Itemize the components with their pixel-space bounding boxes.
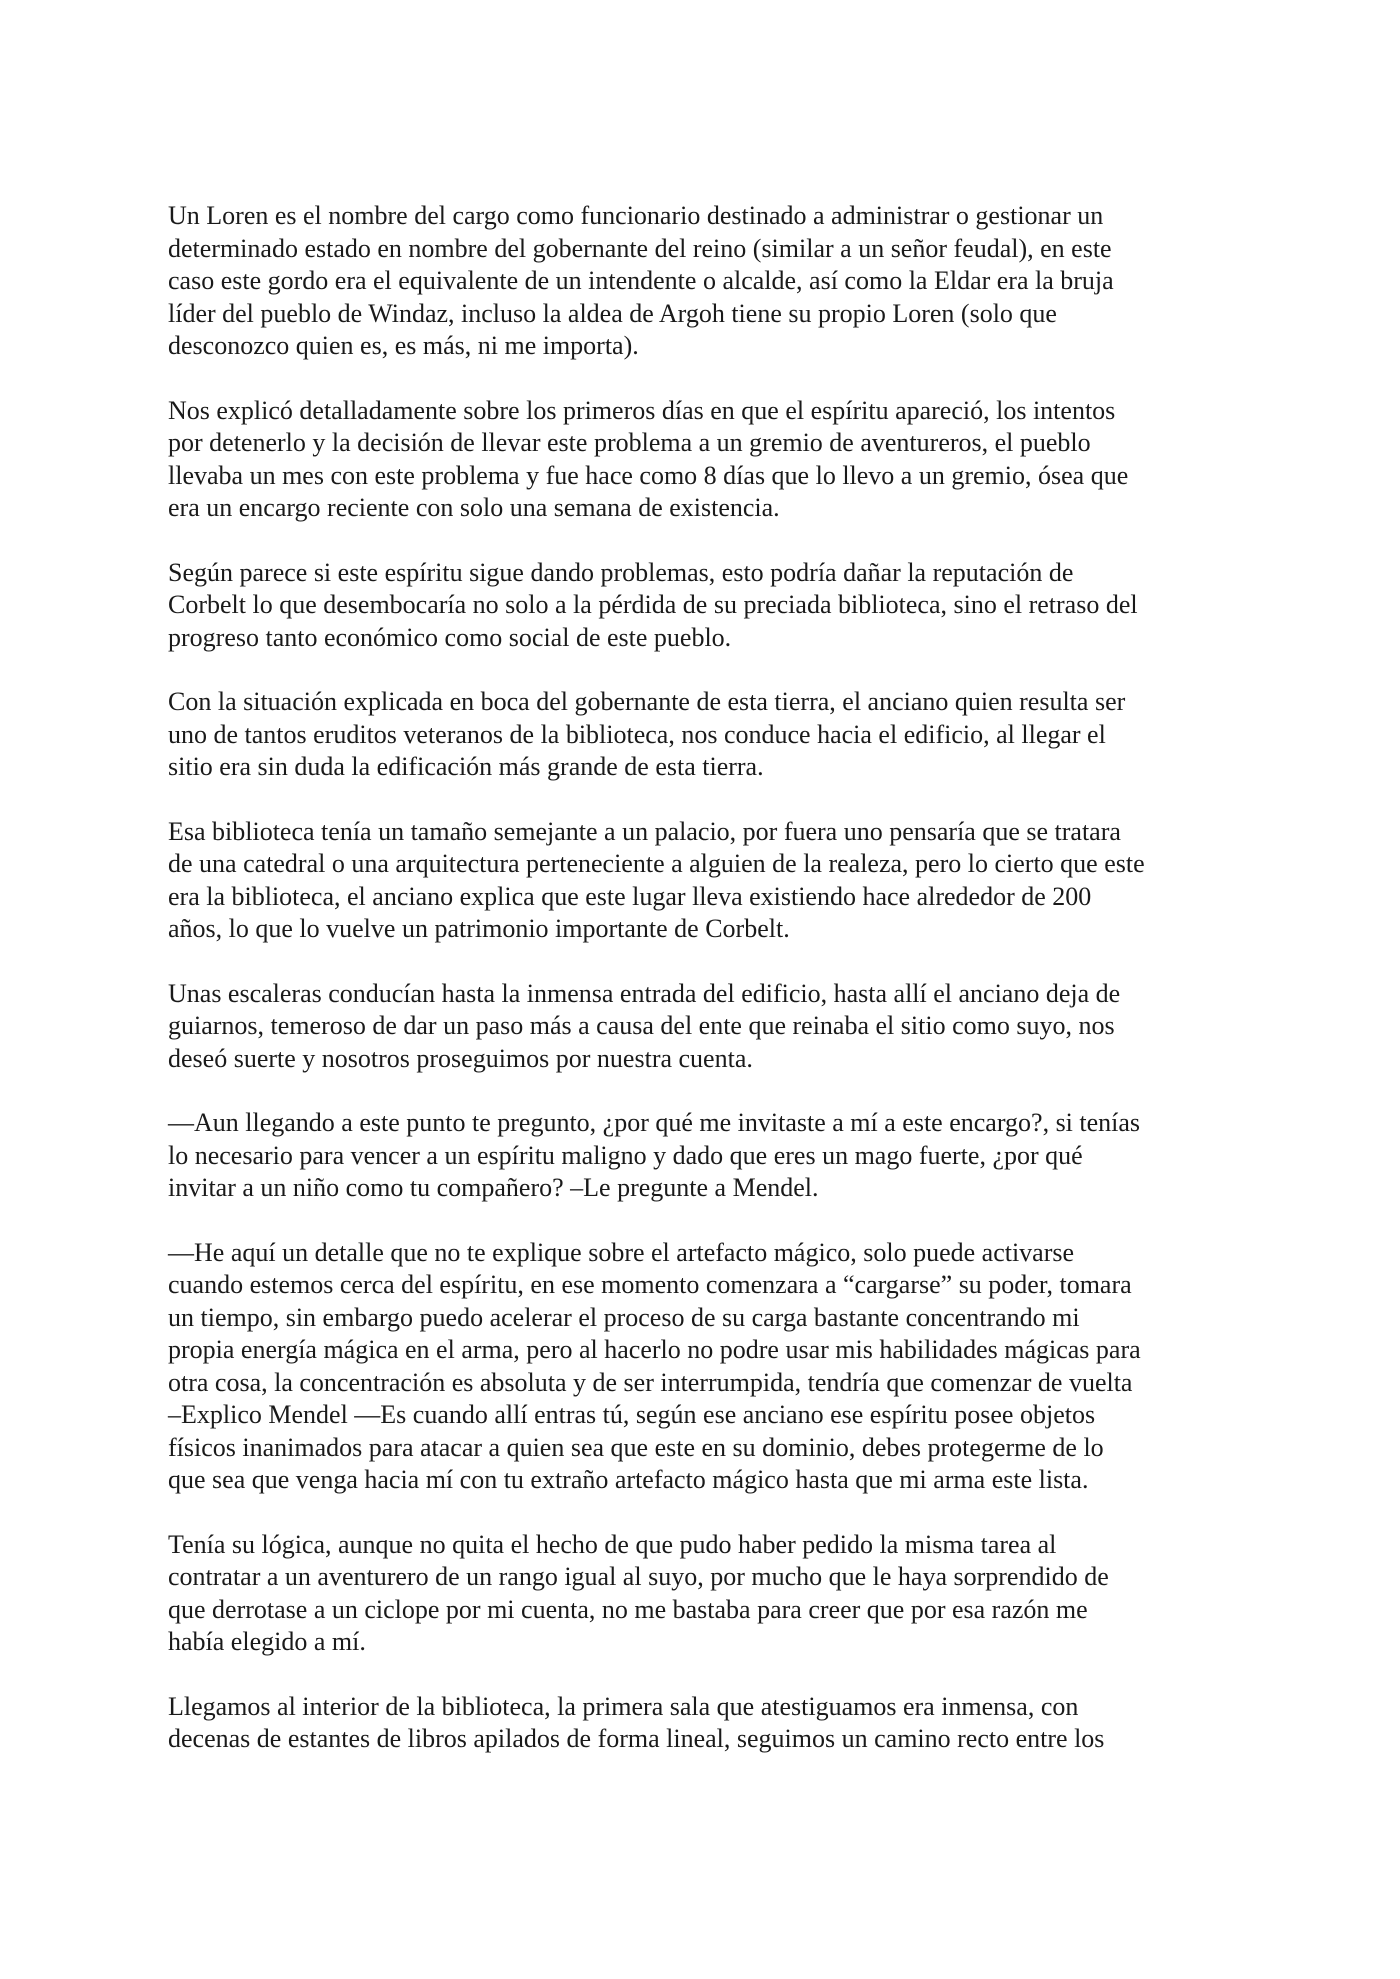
paragraph: —He aquí un detalle que no te explique sobre el artefacto mágico, solo puede activarse cuando estemos cerca del espíritu, en ese momento comenzara a “cargarse” su poder, tomara un tiempo, sin embargo puedo acelerar el proceso de su carga bastante concentrando mi propia energía mágica en el arma, pero al hacerlo no podre usar mis habilidades mágicas para otra cosa, la concentración es absoluta y de ser interrumpida, tendría que comenzar de vuelta –Explico Mendel —Es cuando allí entras tú, según ese anciano ese espíritu posee objetos físicos inanimados para atacar a quien sea que este en su dominio, debes protegerme de lo que sea que venga hacia mí con tu extraño artefacto mágico hasta que mi arma este lista. [168,1237,1141,1494]
paragraph: Un Loren es el nombre del cargo como funcionario destinado a administrar o gestionar un determinado estado en nombre del gobernante del reino (similar a un señor feudal), en este caso este gordo era el equivalente de un intendente o alcalde, así como la Eldar era la bruja líder del pueblo de Windaz, incluso la aldea de Argoh tiene su propio Loren (solo que desconozco quien es, es más, ni me importa). [168,201,1114,360]
paragraph: Según parece si este espíritu sigue dando problemas, esto podría dañar la reputación de Corbelt lo que desembocaría no solo a la pérdida de su preciada biblioteca, sino el retraso del progreso tanto económico como social de este pueblo. [168,557,1138,652]
paragraph: Nos explicó detalladamente sobre los primeros días en que el espíritu apareció, los intentos por detenerlo y la decisión de llevar este problema a un gremio de aventureros, el pueblo llevaba un mes con este problema y fue hace como 8 días que lo llevo a un gremio, ósea que era un encargo reciente con solo una semana de existencia. [168,395,1129,522]
paragraph: Llegamos al interior de la biblioteca, la primera sala que atestiguamos era inmensa, con decenas de estantes de libros apilados de forma lineal, seguimos un camino recto entre los [168,1691,1105,1753]
paragraph: —Aun llegando a este punto te pregunto, ¿por qué me invitaste a mí a este encargo?, si tenías lo necesario para vencer a un espíritu maligno y dado que eres un mago fuerte, ¿por qué invitar a un niño como tu compañero? –Le pregunte a Mendel. [168,1108,1141,1202]
paragraph: Con la situación explicada en boca del gobernante de esta tierra, el anciano quien resulta ser uno de tantos eruditos veteranos de la biblioteca, nos conduce hacia el edificio, al llegar el sitio era sin duda la edificación más grande de esta tierra. [168,687,1126,781]
paragraph: Tenía su lógica, aunque no quita el hecho de que pudo haber pedido la misma tarea al contratar a un aventurero de un rango igual al suyo, por mucho que le haya sorprendido de que derrotase a un ciclope por mi cuenta, no me bastaba para creer que por esa razón me había elegido a mí. [168,1529,1109,1656]
paragraph: Unas escaleras conducían hasta la inmensa entrada del edificio, hasta allí el anciano deja de guiarnos, temeroso de dar un paso más a causa del ente que reinaba el sitio como suyo, nos deseó suerte y nosotros proseguimos por nuestra cuenta. [168,978,1121,1073]
body-text [168,200,1238,1788]
paragraph: Esa biblioteca tenía un tamaño semejante a un palacio, por fuera uno pensaría que se tratara de una catedral o una arquitectura perteneciente a alguien de la realeza, pero lo cierto que este era la biblioteca, el anciano explica que este lugar lleva existiendo hace alrededor de 200 años, lo que lo vuelve un patrimonio importante de Corbelt. [168,816,1145,943]
